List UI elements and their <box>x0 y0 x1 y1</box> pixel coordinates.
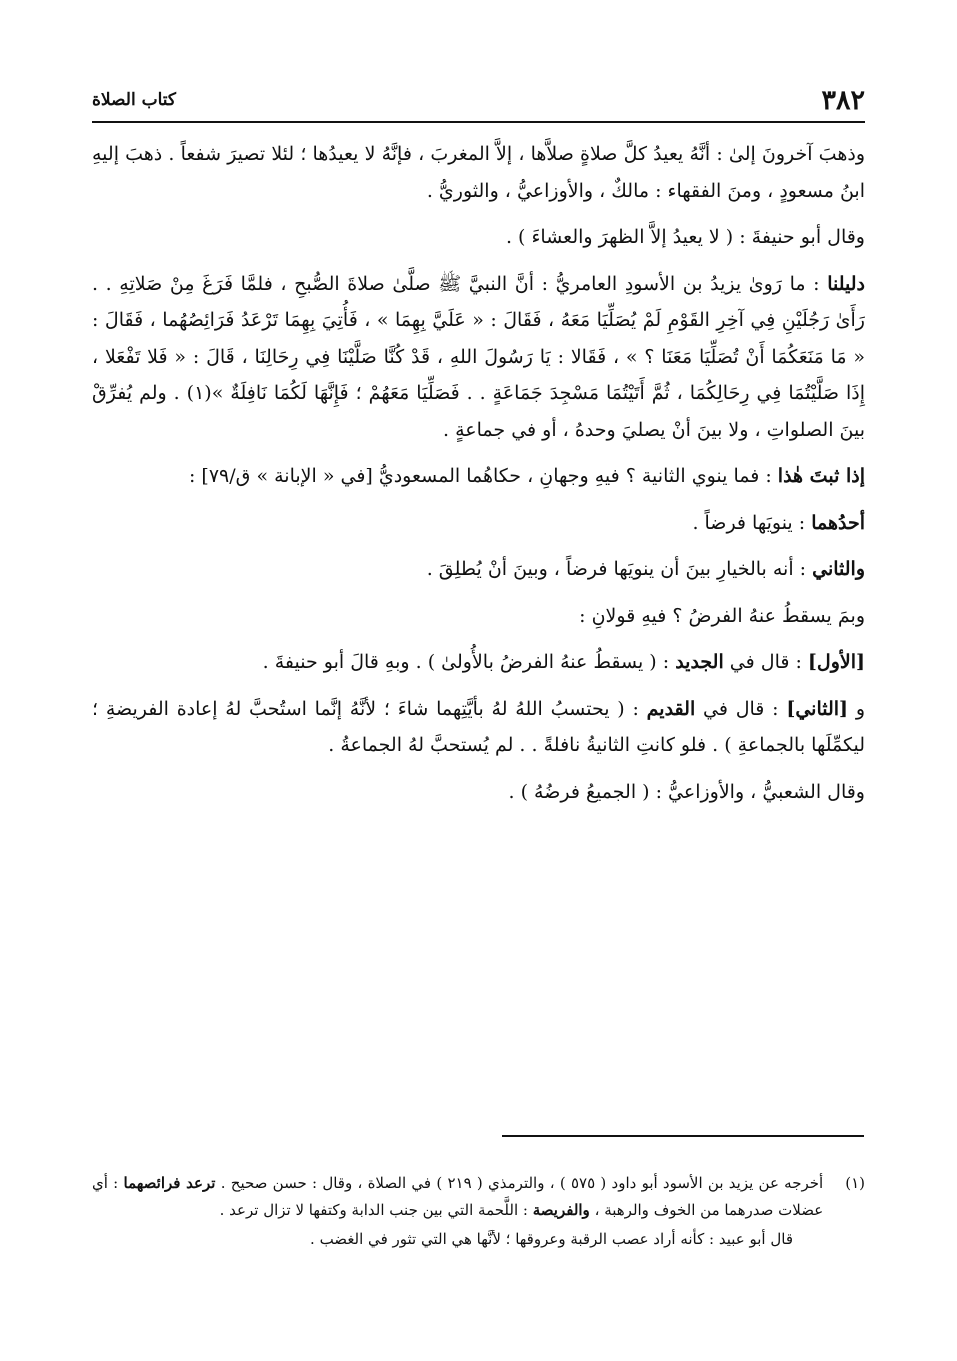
bold-term: القديم <box>646 697 696 720</box>
bold-term: والفريصة <box>532 1201 590 1219</box>
paragraph: دليلنا : ما رَوىٰ يزيدُ بن الأسودِ العامريُّ : أنَّ النبيَّ ﷺ صلَّىٰ صلاةَ الصُّبحِ ، فلمَّا فَرَغَ مِنْ صَلاتِهِ . . رَأَىٰ رَجُلَيْنِ فِي آخِرِ القَوْمِ لَمْ يُصَلِّيَا مَعَهُ ، فَقَالَ : « عَلَيَّ بِهِمَا » ، فَأُتِيَ بِهِمَا تَرْعَدُ فَرَائِصُهُما ، فَقَالَ : « مَا مَنَعَكُمَا أَنْ تُصَلِّيَا مَعَنَا ؟ » ، فَقَالا : يَا رَسُولَ اللهِ ، قَدْ كُنَّا صَلَّيْنَا فِي رِحَالِنَا ، قَالَ : « فَلا تَفْعَلا ، إِذَا صَلَّيْتُمَا فِي رِحَالِكُمَا ، ثُمَّ أَتَيْتُمَا مَسْجِدَ جَمَاعَةٍ . . فَصَلِّيَا مَعَهُمْ ؛ فَإِنَّهَا لَكُمَا نَافِلَةٌ »(١) . ولم يُفرِّقْ بينَ الصلواتِ ، ولا بينَ أنْ يصليَ وحدهُ ، أو في جماعةٍ . <box>92 272 865 441</box>
paragraph: وبمَ يسقطُ عنهُ الفرضُ ؟ فيهِ قولانِ : <box>579 604 865 627</box>
paragraph: إذا ثبتَ هٰذا : فما ينوي الثانية ؟ فيهِ وجهانِ ، حكاهُما المسعوديُّ [في « الإبانة » ق/٧٩] : <box>188 465 865 487</box>
page-number: ٣٨٢ <box>821 84 865 116</box>
paragraph: والثاني : أنه بالخيارِ بينَ أن ينويَها فرضاً ، وبينَ أنْ يُطلِقَ . <box>426 558 865 580</box>
bold-term: أحدُهما <box>811 511 865 534</box>
paragraph: أحدُهما : ينويَها فرضاً . <box>692 511 865 534</box>
paragraph: وقال أبو حنيفةَ : ( لا يعيدُ إلاَّ الظهرَ والعشاءَ ) . <box>505 226 865 248</box>
bold-term: الجديد <box>675 651 724 673</box>
paragraph: [الأول] : قال في الجديد : ( يسقطُ عنهُ الفرضُ بالأُولىٰ ) . وبهِ قالَ أبو حنيفةَ . <box>262 651 865 673</box>
running-title: كتاب الصلاة <box>92 90 177 110</box>
footnote-body: أخرجه عن يزيد بن الأسود أبو داود ( ٥٧٥ ) ، والترمذي ( ٢١٩ ) في الصلاة ، وقال : حسن صحيح . ترعد فرائصهما : أي عضلات صدرهما من الخوف والرهبة ، والفريصة : اللَّحمة التي بين جنب الدابة وكتفها لا تزال ترعد . <box>92 1174 824 1219</box>
paragraph: و [الثاني] : قال في القديم : ( يحتسبُ اللهُ لهُ بأيَّتِهما شاءَ ؛ لأنَّهُ إنَّما استُحبَّ لهُ إعادة الفريضةِ ؛ ليكمِّلَها بالجماعةِ ) . فلو كانتِ الثانيةُ نافلةً . . لم يُستحبَّ لهُ الجماعةُ . <box>92 697 865 756</box>
page-header <box>92 82 865 118</box>
bold-term: إذا ثبتَ هٰذا <box>777 465 865 487</box>
footnote-continuation: قال أبو عبيد : كأنه أراد عصب الرقبة وعروقها ؛ لأنَّها هي التي تثور في الغضب . <box>310 1230 793 1248</box>
footnote-number: (١) <box>845 1174 865 1192</box>
bold-term: دليلنا <box>827 272 865 295</box>
bold-term: [الثاني] <box>786 697 849 720</box>
header-divider <box>92 121 865 123</box>
bold-term: ترعد فرائصهما <box>123 1174 216 1192</box>
footnote <box>92 1170 865 1224</box>
bold-term: [الأول] <box>807 651 865 673</box>
footnote-divider <box>502 1135 864 1137</box>
paragraph: وقال الشعبيُّ ، والأوزاعيُّ : ( الجميعُ فرضُهُ ) . <box>508 780 865 803</box>
footnotes <box>92 1170 865 1268</box>
paragraph: وذهبَ آخرونَ إلىٰ : أنَّهُ يعيدُ كلَّ صلاةٍ صلاَّها ، إلاَّ المغربَ ، فإنَّهُ لا يعيدُها ؛ لئلا تصيرَ شفعاً . ذهبَ إليهِ ابنُ مسعودٍ ، ومنَ الفقهاء : مالكٌ ، والأوزاعيُّ ، والثوريُّ . <box>92 143 865 202</box>
bold-term: والثاني <box>812 558 865 580</box>
main-text <box>92 136 865 820</box>
